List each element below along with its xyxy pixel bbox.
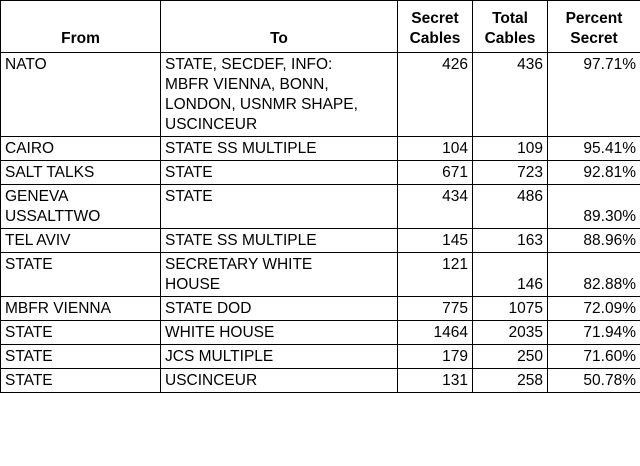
cell-percent-secret: 95.41% [548, 137, 640, 161]
cell-to: STATE DOD [161, 297, 398, 321]
cell-to: STATE SS MULTIPLE [161, 229, 398, 253]
table-row [1, 137, 640, 161]
table-row [1, 345, 640, 369]
header-secret-cables: Secret Cables [398, 1, 473, 53]
cell-from: NATO [1, 53, 161, 137]
header-to: To [161, 1, 398, 53]
cell-total-cables: 1075 [473, 297, 548, 321]
cell-percent-secret: 71.60% [548, 345, 640, 369]
cell-total-cables: 723 [473, 161, 548, 185]
cell-secret-cables: 179 [398, 345, 473, 369]
cell-secret-cables: 1464 [398, 321, 473, 345]
cell-secret-cables: 775 [398, 297, 473, 321]
cell-percent-secret: 89.30% [548, 185, 640, 229]
cell-to: STATE [161, 185, 398, 229]
header-percent-secret: Percent Secret [548, 1, 640, 53]
table-row [1, 185, 640, 229]
header-row [1, 1, 640, 53]
cell-percent-secret: 71.94% [548, 321, 640, 345]
cell-percent-secret: 50.78% [548, 369, 640, 393]
table-row [1, 321, 640, 345]
table-row [1, 53, 640, 137]
cell-from: GENEVA USSALTTWO [1, 185, 161, 229]
cell-secret-cables: 671 [398, 161, 473, 185]
cell-from: STATE [1, 345, 161, 369]
table-row [1, 229, 640, 253]
cell-total-cables: 250 [473, 345, 548, 369]
cell-percent-secret: 92.81% [548, 161, 640, 185]
cell-to: SECRETARY WHITE HOUSE [161, 253, 398, 297]
header-total-cables: Total Cables [473, 1, 548, 53]
cell-from: CAIRO [1, 137, 161, 161]
cell-total-cables: 146 [473, 253, 548, 297]
table-row [1, 297, 640, 321]
cell-total-cables: 163 [473, 229, 548, 253]
cell-from: MBFR VIENNA [1, 297, 161, 321]
cell-from: STATE [1, 369, 161, 393]
cell-total-cables: 109 [473, 137, 548, 161]
cell-secret-cables: 131 [398, 369, 473, 393]
cell-total-cables: 436 [473, 53, 548, 137]
cell-from: STATE [1, 321, 161, 345]
table-row [1, 253, 640, 297]
cell-to: STATE [161, 161, 398, 185]
cell-secret-cables: 104 [398, 137, 473, 161]
cell-percent-secret: 72.09% [548, 297, 640, 321]
cell-secret-cables: 145 [398, 229, 473, 253]
cell-total-cables: 486 [473, 185, 548, 229]
cell-to: STATE, SECDEF, INFO: MBFR VIENNA, BONN, LONDON, USNMR SHAPE, USCINCEUR [161, 53, 398, 137]
cell-to: STATE SS MULTIPLE [161, 137, 398, 161]
cell-total-cables: 258 [473, 369, 548, 393]
cell-total-cables: 2035 [473, 321, 548, 345]
cell-from: SALT TALKS [1, 161, 161, 185]
cell-percent-secret: 88.96% [548, 229, 640, 253]
cell-from: TEL AVIV [1, 229, 161, 253]
cell-to: USCINCEUR [161, 369, 398, 393]
cell-secret-cables: 426 [398, 53, 473, 137]
cell-percent-secret: 82.88% [548, 253, 640, 297]
table-row [1, 161, 640, 185]
cell-from: STATE [1, 253, 161, 297]
cell-to: WHITE HOUSE [161, 321, 398, 345]
cell-secret-cables: 121 [398, 253, 473, 297]
header-from: From [1, 1, 161, 53]
cell-secret-cables: 434 [398, 185, 473, 229]
table-row [1, 369, 640, 393]
cell-to: JCS MULTIPLE [161, 345, 398, 369]
cell-percent-secret: 97.71% [548, 53, 640, 137]
